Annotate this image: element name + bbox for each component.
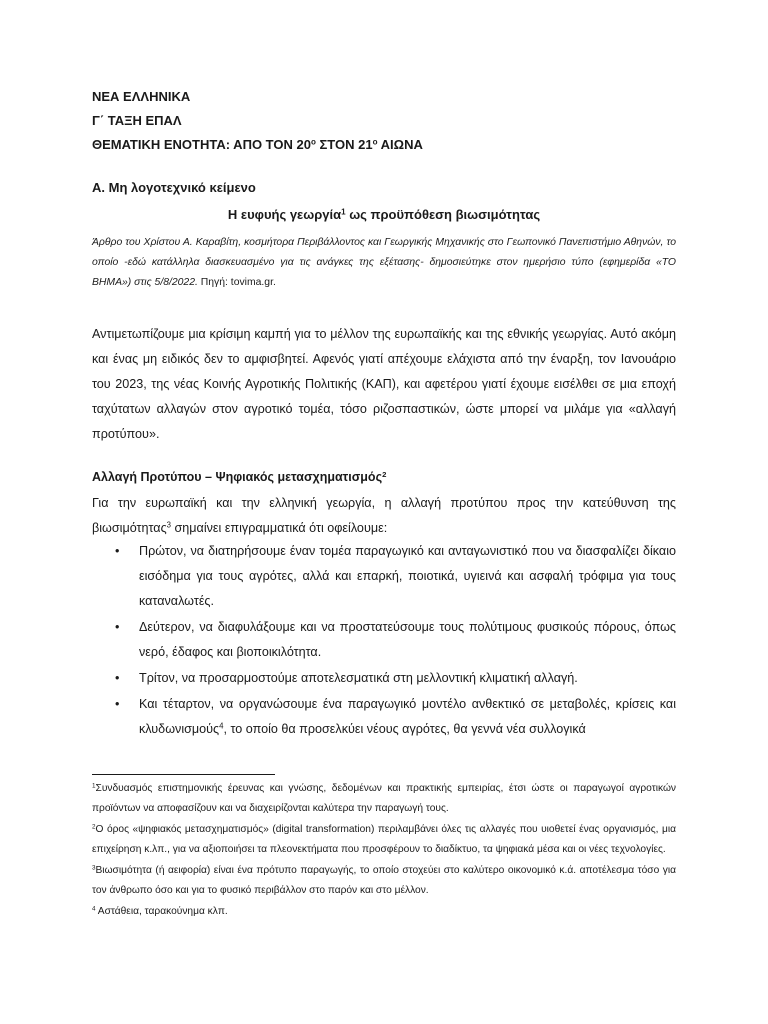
- subheading: Αλλαγή Προτύπου – Ψηφιακός μετασχηματισμός$^2$: [92, 469, 387, 484]
- list-item: • Δεύτερον, να διαφυλάξουμε και να προστατεύσουμε τους πολύτιμους φυσικούς πόρους, όπως νερό, έδαφος και βιοποικιλότητα.: [92, 615, 676, 665]
- footnote-3: $^3$Βιωσιμότητα (ή αειφορία) είναι ένα πρότυπο παραγωγής, το οποίο στοχεύει στο καλύτερο οικονομικό κ.ά. αποτέλεσμα τόσο για τον άνθρωπο όσο και για το φυσικό περιβάλλον στο παρόν και στο μέλλον.: [92, 864, 676, 896]
- footnote-1: $^1$Συνδυασμός επιστημονικής έρευνας και γνώσης, δεδομένων και πρακτικής εμπειρίας, έτσι ώστε οι παραγωγοί αγροτικών προϊόντων να αποφασίζουν και να διαχειρίζονται καλύτερα την παραγωγή τους.: [92, 782, 676, 814]
- thematic-unit-heading: ΘΕΜΑΤΙΚΗ ΕΝΟΤΗΤΑ: ΑΠΟ ΤΟΝ $20^o$ ΣΤΟΝ $21^o$ ΑΙΩΝΑ: [92, 137, 423, 152]
- body-paragraph-1: Αντιμετωπίζουμε μια κρίσιμη καμπή για το μέλλον της ευρωπαϊκής και της εθνικής γεωργίας. Αυτό ακόμη και ένας μη ειδικός δεν το αμφισβητεί. Αφενός γιατί απέχουμε ελάχιστα από την έναρξη, τον Ιανουάριο του 2023, της νέας Κοινής Αγροτικής Πολιτικής (ΚΑΠ), και αφετέρου γιατί έχουμε εισέλθει σε μια εποχή ταχύτατων αλλαγών στον αγροτικό τομέα, τόσο ριζοσπαστικών, ώστε μπορεί να μιλάμε για «αλλαγή προτύπου».: [92, 327, 676, 441]
- list-item: • Και τέταρτον, να οργανώσουμε ένα παραγωγικό μοντέλο ανθεκτικό σε μεταβολές, κρίσεις και κλυδωνισμούς$^4$, το οποίο θα προσελκύει νέους αγρότες, θα γεννά νέα συλλογικά: [92, 692, 676, 742]
- footnotes: [92, 779, 676, 923]
- subject-heading: ΝΕΑ ΕΛΛΗΝΙΚΑ: [92, 89, 191, 104]
- footnote-ref-3: 3: [166, 520, 171, 530]
- bullet-icon: •: [115, 671, 120, 685]
- footnote-4: $^4$ Αστάθεια, ταρακούνημα κλπ.: [92, 905, 228, 917]
- bullet-icon: •: [115, 697, 120, 711]
- list-item: • Πρώτον, να διατηρήσουμε έναν τομέα παραγωγικό και ανταγωνιστικό που να διασφαλίζει δίκαιο εισόδημα για τους αγρότες, αλλά και επαρκή, ποιοτικά, υγιεινά και ασφαλή τρόφιμα για τους καταναλωτές.: [92, 539, 676, 614]
- footnote-ref-1: 1: [341, 207, 346, 217]
- footnote-ref-2: 2: [382, 469, 387, 479]
- section-a-heading: Α. Μη λογοτεχνικό κείμενο: [92, 180, 256, 195]
- article-title: Η ευφυής γεωργία$^1$ ως προϋπόθεση βιωσιμότητας: [227, 207, 541, 222]
- footnote-ref-4: 4: [219, 721, 224, 731]
- body-paragraph-2: Για την ευρωπαϊκή και την ελληνική γεωργία, η αλλαγή προτύπου προς την κατεύθυνση της βιωσιμότητας$^3$ σημαίνει επιγραμματικά ότι οφείλουμε:: [92, 496, 676, 535]
- obligations-list: [92, 539, 676, 743]
- class-heading: Γ΄ ΤΑΞΗ ΕΠΑΛ: [92, 113, 182, 128]
- bullet-icon: •: [115, 544, 120, 558]
- article-source-info: Άρθρο του Χρίστου Α. Καραβίτη, κοσμήτορα Περιβάλλοντος και Γεωργικής Μηχανικής στο Γεωπονικό Πανεπιστήμιο Αθηνών, το οποίο -εδώ κατάλληλα διασκευασμένο για τις ανάγκες της εξέτασης- δημοσιεύτηκε στον ημερήσιο τύπο (εφημερίδα «ΤΟ ΒΗΜΑ») στις 5/8/2022. Πηγή: tovima.gr.: [92, 237, 676, 288]
- footnote-separator: [92, 774, 275, 775]
- footnote-2: $^2$Ο όρος «ψηφιακός μετασχηματισμός» (digital transformation) περιλαμβάνει όλες τις αλλαγές που υιοθετεί ένας οργανισμός, μια επιχείρηση κ.λπ., για να αξιοποιήσει τα πλεονεκτήματα που προσφέρουν το διαδίκτυο, τα ψηφιακά μέσα και οι νέες τεχνολογίες.: [92, 823, 676, 855]
- bullet-icon: •: [115, 620, 120, 634]
- exam-page: [92, 0, 676, 1024]
- list-item: • Τρίτον, να προσαρμοστούμε αποτελεσματικά στη μελλοντική κλιματική αλλαγή.: [92, 666, 676, 691]
